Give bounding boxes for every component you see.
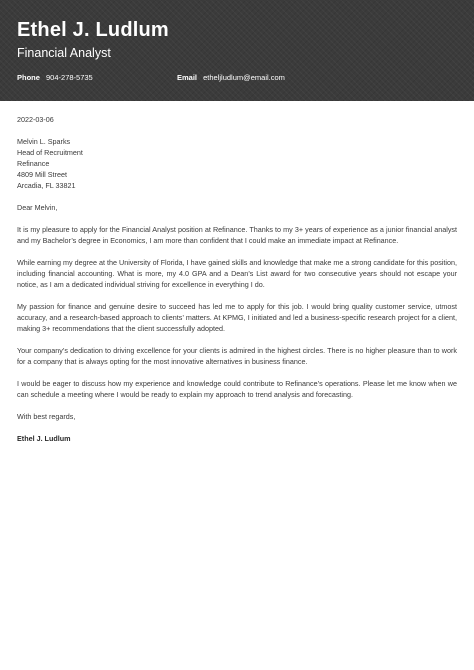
- paragraph-4: Your company’s dedication to driving excellence for your clients is admired in the highest circles. There is no higher pleasure than to work for a company that is always opting for the most innovative alternatives in business finance.: [17, 346, 457, 366]
- email-label: Email: [177, 73, 198, 82]
- email-value[interactable]: etheljludlum@email.com: [203, 73, 285, 82]
- signature-name: Ethel J. Ludlum: [17, 434, 71, 443]
- applicant-job-title: Financial Analyst: [17, 46, 111, 60]
- phone-label: Phone: [17, 73, 40, 82]
- paragraph-3: My passion for finance and genuine desire to succeed has led me to apply for this job. I would bring quality customer service, utmost accuracy, and a research-based approach to clients’ matters. At KPMG, I initiated and led a business-specific research project for a client, making 3+ recommendations that the client successfully adopted.: [17, 302, 457, 333]
- contact-phone: [17, 73, 93, 82]
- header-banner: [0, 0, 474, 101]
- letter-body: [17, 114, 457, 455]
- letter-date: 2022-03-06: [17, 115, 54, 124]
- recipient-block: [17, 136, 457, 191]
- recipient-street: 4809 Mill Street: [17, 170, 67, 179]
- paragraph-1: It is my pleasure to apply for the Financial Analyst position at Refinance. Thanks to my 3+ years of experience as a junior financial analyst and my Bachelor’s degree in Economics, I am more than confident that I could make an immediate impact at Refinance.: [17, 225, 457, 245]
- applicant-name: Ethel J. Ludlum: [17, 19, 169, 41]
- recipient-name: Melvin L. Sparks: [17, 137, 71, 146]
- recipient-position: Head of Recruitment: [17, 148, 83, 157]
- paragraph-2: While earning my degree at the University of Florida, I have gained skills and knowledge that make me a strong candidate for this position, including financial accounting. What is more, my 4.0 GPA and a Dean’s List award for two consecutive years should not escape your notice, as I am a dedicated individual striving for excellence in everything I do.: [17, 258, 457, 289]
- salutation: Dear Melvin,: [17, 203, 58, 212]
- contact-email: [177, 73, 285, 82]
- recipient-city: Arcadia, FL 33821: [17, 181, 76, 190]
- closing: With best regards,: [17, 412, 76, 421]
- phone-value[interactable]: 904-278-5735: [46, 73, 93, 82]
- paragraph-5: I would be eager to discuss how my experience and knowledge could contribute to Refinance’s operations. Please let me know when we can schedule a meeting where I would be ready to explain my approach to trend analysis and forecasting.: [17, 379, 457, 399]
- recipient-company: Refinance: [17, 159, 50, 168]
